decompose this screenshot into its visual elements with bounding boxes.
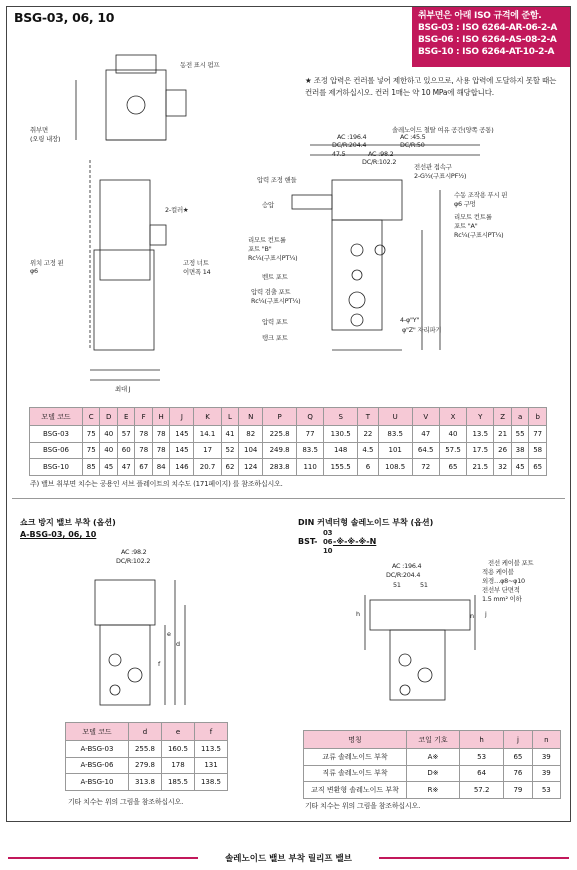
table-cell: A-BSG-03 (66, 741, 129, 758)
din-cable-spec: 적용 케이블 외경…φ8~φ10 전선부 단면적 1.5 mm² 이하 (482, 568, 525, 603)
table-cell: 75 (83, 426, 100, 443)
table-cell: 39 (532, 765, 560, 782)
port-circle-top (127, 96, 145, 114)
table-cell: 40 (100, 442, 117, 459)
table-cell: 130.5 (324, 426, 358, 443)
table-row (30, 442, 547, 459)
table-header: S (324, 408, 358, 426)
table-cell: BSG-10 (30, 459, 83, 476)
table-header: U (378, 408, 412, 426)
main-table-note: 주) 밸브 취부면 치수는 공용인 서브 플레이트의 치수도 (171페이지) 를 참조하십시오. (30, 480, 283, 488)
shock-drawing (80, 565, 210, 715)
label-wire-conn: 전선관 접속구 2-G½(구표시PF½) (414, 163, 467, 180)
table-header: f (195, 723, 228, 741)
table-header: 모델 코드 (66, 723, 129, 741)
table-header: h (460, 731, 504, 749)
table-cell: 57.2 (460, 782, 504, 799)
label-mount-face: 취부면 (오링 내장) (30, 126, 61, 143)
din-51a: 51 (393, 581, 401, 589)
tank-port (351, 314, 363, 326)
table-cell: 26 (494, 442, 511, 459)
table-cell: 62 (221, 459, 238, 476)
table-cell: 85 (83, 459, 100, 476)
valve-body-side (100, 180, 150, 280)
section-divider (12, 498, 565, 499)
shock-body (100, 625, 150, 705)
table-header: e (162, 723, 195, 741)
table-cell: 교직 변환형 솔레노이드 부착 (304, 782, 407, 799)
shock-note: 기타 치수는 위의 그림을 참조하십시오. (68, 798, 184, 806)
table-cell: 84 (152, 459, 169, 476)
label-dcr3: DC/R:102.2 (362, 158, 397, 166)
table-cell: 76 (504, 765, 532, 782)
table-header: N (239, 408, 263, 426)
table-cell: 82 (239, 426, 263, 443)
iso-line: BSG-03 : ISO 6264-AR-06-2-A (418, 23, 558, 33)
label-collar: 2-컬러★ (165, 206, 189, 214)
table-header: d (129, 723, 162, 741)
table-cell: 41 (221, 426, 238, 443)
shock-solenoid (95, 580, 155, 625)
table-cell: 38 (511, 442, 528, 459)
table-cell: 75 (83, 442, 100, 459)
table-cell: 83.5 (297, 442, 324, 459)
table-cell: 55 (511, 426, 528, 443)
table-row (304, 782, 561, 799)
label-lock-nut: 고정 너트 이면폭 14 (183, 259, 211, 276)
table-cell: 283.8 (263, 459, 297, 476)
shock-dim-f: f (158, 660, 161, 668)
table-header: K (194, 408, 221, 426)
shock-dim-e: e (167, 630, 171, 638)
table-cell: 47 (117, 459, 134, 476)
table-cell: 148 (324, 442, 358, 459)
table-cell: 78 (135, 426, 152, 443)
table-cell: A-BSG-06 (66, 757, 129, 774)
table-header-row (66, 723, 228, 741)
table-header: D (100, 408, 117, 426)
table-cell: 78 (152, 426, 169, 443)
label-gauge: 압력 검출 포트 Rc¼(구표시PT¼) (251, 288, 301, 305)
din-cable-port: 전선 케이블 포트 (488, 559, 534, 567)
table-cell: 17.5 (467, 442, 494, 459)
din-dim-h: h (356, 610, 360, 618)
label-ac1: AC :196.4 (337, 133, 367, 141)
table-cell: 113.5 (195, 741, 228, 758)
din-model-size: 06 (323, 538, 333, 546)
table-cell: 6 (358, 459, 379, 476)
valve-body-top (106, 70, 166, 140)
table-header: b (529, 408, 547, 426)
table-cell: 52 (221, 442, 238, 459)
shock-title: 쇼크 방지 밸브 부착 (옵션) (20, 518, 116, 527)
label-bolt-z: φ"Z" 자리파기 (402, 326, 442, 334)
table-cell: 146 (170, 459, 194, 476)
table-cell: 57 (117, 426, 134, 443)
label-remote-a: 리모트 컨트롤 포트 "A" Rc¼(구표시PT¼) (454, 213, 504, 239)
label-bolt-y: 4-φ"Y" (400, 316, 420, 324)
pressure-port (349, 292, 365, 308)
din-model-suffix: -※-※-※-N (333, 537, 377, 546)
table-cell: 32 (494, 459, 511, 476)
label-475: 47.5 (332, 150, 346, 158)
label-tank: 탱크 포트 (262, 334, 288, 342)
table-header: V (412, 408, 439, 426)
table-cell: 60 (117, 442, 134, 459)
table-cell: 225.8 (263, 426, 297, 443)
table-cell: 124 (239, 459, 263, 476)
table-cell: 108.5 (378, 459, 412, 476)
table-header: X (439, 408, 466, 426)
base-side (94, 250, 154, 350)
label-pressure-handle: 압력 조정 핸들 (257, 176, 297, 184)
table-row (66, 757, 228, 774)
label-manual-pin: 수동 조작용 푸시 핀 φ6 구멍 (454, 191, 508, 208)
label-vent: 벤트 포트 (262, 273, 288, 281)
table-cell: 39 (532, 749, 560, 766)
table-cell: 160.5 (162, 741, 195, 758)
solenoid-body (332, 180, 402, 220)
table-cell: 직류 솔레노이드 부착 (304, 765, 407, 782)
table-cell: 145 (170, 426, 194, 443)
table-cell: 58 (529, 442, 547, 459)
din-title: DIN 커넥터형 솔레노이드 부착 (옵션) (298, 518, 434, 527)
table-cell: 249.8 (263, 442, 297, 459)
table-cell: 110 (297, 459, 324, 476)
table-cell: 77 (297, 426, 324, 443)
table-cell: 138.5 (195, 774, 228, 791)
footer-title: 솔레노이드 밸브 부착 릴리프 밸브 (225, 854, 352, 864)
table-cell: 53 (532, 782, 560, 799)
main-dimension-table (29, 407, 547, 476)
table-cell: 79 (504, 782, 532, 799)
table-cell: A※ (407, 749, 460, 766)
table-cell: 교류 솔레노이드 부착 (304, 749, 407, 766)
table-cell: 21 (494, 426, 511, 443)
table-cell: 47 (412, 426, 439, 443)
table-cell: 53 (460, 749, 504, 766)
label-ac2: AC :45.5 (400, 133, 426, 141)
table-cell: 22 (358, 426, 379, 443)
din-ac: AC :196.4 (392, 562, 422, 570)
table-cell: 64 (460, 765, 504, 782)
handle-top (166, 90, 186, 116)
table-header: L (221, 408, 238, 426)
label-increase: 승압 (262, 201, 274, 209)
din-dim-n: n (470, 612, 474, 620)
table-row (66, 741, 228, 758)
shock-ac: AC :98.2 (121, 548, 147, 556)
table-cell: 4.5 (358, 442, 379, 459)
table-cell: 78 (152, 442, 169, 459)
table-header-row (304, 731, 561, 749)
table-cell: 67 (135, 459, 152, 476)
table-header: E (117, 408, 134, 426)
table-cell: 77 (529, 426, 547, 443)
din-dim-j: j (485, 610, 487, 618)
table-cell: D※ (407, 765, 460, 782)
din-model-size: 10 (323, 547, 333, 555)
label-max-j: 최대 J (115, 385, 131, 393)
table-row (30, 426, 547, 443)
table-row (304, 765, 561, 782)
din-model-size: 03 (323, 529, 333, 537)
page-footer (0, 852, 577, 864)
label-dcr1: DC/R:204.4 (332, 141, 367, 149)
table-cell: A-BSG-10 (66, 774, 129, 791)
table-header: Q (297, 408, 324, 426)
table-row (66, 774, 228, 791)
table-header: C (83, 408, 100, 426)
table-cell: 65 (529, 459, 547, 476)
port-a (375, 245, 385, 255)
din-model-prefix: BST- (298, 537, 318, 546)
shock-table (65, 722, 228, 791)
table-cell: 13.5 (467, 426, 494, 443)
din-51b: 51 (420, 581, 428, 589)
table-header: H (152, 408, 169, 426)
table-cell: 104 (239, 442, 263, 459)
table-cell: 72 (412, 459, 439, 476)
table-cell: 313.8 (129, 774, 162, 791)
table-cell: 145 (170, 442, 194, 459)
table-header: Z (494, 408, 511, 426)
table-cell: 45 (100, 459, 117, 476)
table-cell: 17 (194, 442, 221, 459)
table-header: P (263, 408, 297, 426)
table-cell: 78 (135, 442, 152, 459)
label-remote-b: 리모트 컨트롤 포트 "B" Rc¼(구표시PT¼) (248, 236, 298, 262)
label-space: 솔레노이드 철탈 여유 공간(양쪽 공통) (392, 126, 494, 134)
label-dcr2: DC/R:50 (400, 141, 425, 149)
table-header: 코일 기호 (407, 731, 460, 749)
table-cell: BSG-06 (30, 442, 83, 459)
shock-dcr: DC/R:102.2 (116, 557, 151, 565)
din-note: 기타 치수는 위의 그림을 참조하십시오. (305, 802, 421, 810)
din-dcr: DC/R:204.4 (386, 571, 421, 579)
din-drawing (360, 590, 480, 710)
table-header: Y (467, 408, 494, 426)
din-table (303, 730, 561, 799)
din-solenoid (370, 600, 470, 630)
table-cell: 40 (439, 426, 466, 443)
table-cell: R※ (407, 782, 460, 799)
iso-line: BSG-10 : ISO 6264-AT-10-2-A (418, 47, 555, 57)
iso-line: BSG-06 : ISO 6264-AS-08-2-A (418, 35, 557, 45)
shock-model: A-BSG-03, 06, 10 (20, 530, 97, 539)
iso-line: 취부면은 아래 ISO 규격에 준함. (418, 11, 542, 21)
port-b (351, 244, 363, 256)
table-cell: 45 (511, 459, 528, 476)
table-header: a (511, 408, 528, 426)
label-indicator: 동전 표시 펌프 (180, 61, 220, 69)
table-header: J (170, 408, 194, 426)
table-header: n (532, 731, 560, 749)
pressure-handle (292, 195, 332, 209)
table-cell: 14.1 (194, 426, 221, 443)
table-cell: 65 (504, 749, 532, 766)
table-header: j (504, 731, 532, 749)
shock-dim-d: d (176, 640, 180, 648)
din-body (390, 630, 445, 700)
table-cell: 131 (195, 757, 228, 774)
table-header: 명칭 (304, 731, 407, 749)
valve-body-front (332, 220, 382, 330)
label-ac3: AC :98.2 (368, 150, 394, 158)
label-inlet: 압력 포트 (262, 318, 288, 326)
table-cell: 185.5 (162, 774, 195, 791)
table-row (30, 459, 547, 476)
table-cell: 83.5 (378, 426, 412, 443)
table-cell: 101 (378, 442, 412, 459)
table-cell: 178 (162, 757, 195, 774)
table-cell: 21.5 (467, 459, 494, 476)
table-cell: 57.5 (439, 442, 466, 459)
table-header: 모델 코드 (30, 408, 83, 426)
table-cell: BSG-03 (30, 426, 83, 443)
page-title: BSG-03, 06, 10 (14, 10, 115, 25)
table-cell: 279.8 (129, 757, 162, 774)
table-header-row (30, 408, 547, 426)
table-cell: 40 (100, 426, 117, 443)
vent-port (352, 270, 362, 280)
label-pin: 위치 고정 핀 φ6 (30, 259, 64, 275)
table-row (304, 749, 561, 766)
table-cell: 255.8 (129, 741, 162, 758)
table-cell: 155.5 (324, 459, 358, 476)
table-cell: 64.5 (412, 442, 439, 459)
table-cell: 20.7 (194, 459, 221, 476)
table-header: F (135, 408, 152, 426)
collar-note: ★ 조정 압력은 컨러롤 넣어 제한하고 있으므로, 사용 압력에 도달하지 못할 때는 컨러를 제거하십시오. 컨러 1매는 약 10 MPa에 해당합니다. (305, 76, 557, 97)
table-header: T (358, 408, 379, 426)
table-cell: 65 (439, 459, 466, 476)
